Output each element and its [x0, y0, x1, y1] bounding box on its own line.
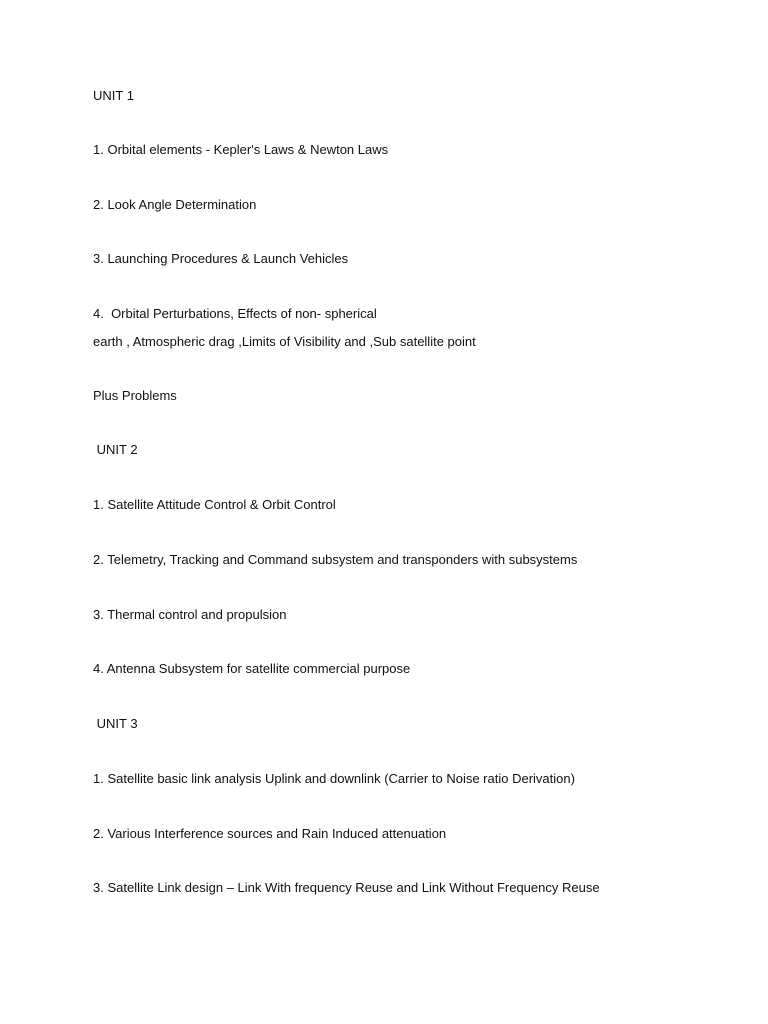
unit-2-item-4: 4. Antenna Subsystem for satellite commercial purpose	[93, 661, 411, 676]
unit-3-item-1: 1. Satellite basic link analysis Uplink and downlink (Carrier to Noise ratio Derivation)	[93, 771, 575, 786]
unit-3-item-3: 3. Satellite Link design – Link With frequency Reuse and Link Without Frequency Reuse	[93, 880, 600, 895]
unit-2-item-1: 1. Satellite Attitude Control & Orbit Control	[93, 497, 336, 512]
unit-2-heading: UNIT 2	[93, 442, 138, 457]
unit-1-item-1: 1. Orbital elements - Kepler's Laws & Newton Laws	[93, 142, 389, 157]
unit-3-heading: UNIT 3	[93, 716, 138, 731]
unit-1-heading: UNIT 1	[93, 88, 134, 103]
unit-1-item-3: 3. Launching Procedures & Launch Vehicles	[93, 251, 349, 266]
unit-3-item-2: 2. Various Interference sources and Rain Induced attenuation	[93, 826, 447, 841]
unit-1-item-4: 4. Orbital Perturbations, Effects of non- spherical	[93, 306, 377, 321]
unit-2-item-3: 3. Thermal control and propulsion	[93, 607, 287, 622]
unit-2-item-2: 2. Telemetry, Tracking and Command subsystem and transponders with subsystems	[93, 552, 578, 567]
unit-1-note: Plus Problems	[93, 388, 177, 403]
unit-1-item-4-continuation: earth , Atmospheric drag ,Limits of Visibility and ,Sub satellite point	[93, 334, 476, 349]
unit-1-item-2: 2. Look Angle Determination	[93, 197, 257, 212]
